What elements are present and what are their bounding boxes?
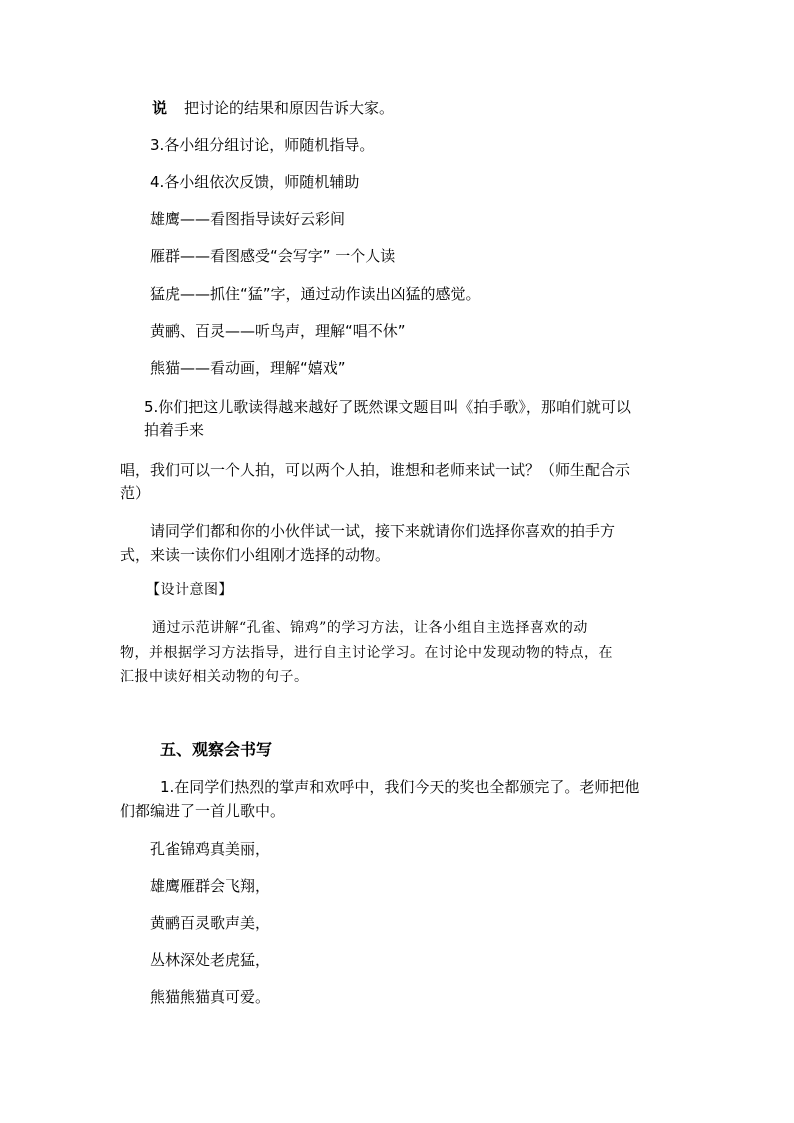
step-3: 3.各小组分组讨论，师随机指导。 — [150, 136, 375, 154]
poem-line: 黄鹂百灵歌声美， — [150, 914, 271, 932]
section-para-line-1: 1.在同学们热烈的掌声和欢呼中，我们今天的奖也全都颁完了。老师把他 — [160, 778, 640, 796]
oriole-line: 黄鹂、百灵——听鸟声，理解“唱不休” — [150, 322, 406, 340]
invite-line-2: 式，来读一读你们小组刚才选择的动物。 — [120, 546, 391, 564]
step-4: 4.各小组依次反馈，师随机辅助 — [150, 173, 360, 191]
section-heading: 五、观察会书写 — [160, 740, 273, 759]
tiger-line: 猛虎——抓住“猛”字，通过动作读出凶猛的感觉。 — [150, 285, 481, 303]
poem-line: 雄鹰雁群会飞翔， — [150, 877, 271, 895]
section-para-line-2: 们都编进了一首儿歌中。 — [120, 802, 286, 820]
design-intent-line-3: 汇报中读好相关动物的句子。 — [120, 669, 309, 685]
step-5-line-2: 拍着手来 — [144, 421, 205, 439]
poem-line: 孔雀锦鸡真美丽， — [150, 840, 271, 858]
poem-line: 丛林深处老虎猛， — [150, 951, 271, 969]
shuo-text: 把讨论的结果和原因告诉大家。 — [184, 99, 395, 117]
step-5-line-1: 5.你们把这儿歌读得越来越好了既然课文题目叫《拍手歌》，那咱们就可以 — [144, 398, 631, 416]
sing-line-1: 唱，我们可以一个人拍，可以两个人拍，谁想和老师来试一试？（师生配合示 — [120, 461, 631, 479]
invite-line-1: 请同学们都和你的小伙伴试一试，接下来就请你们选择你喜欢的拍手方 — [150, 522, 616, 540]
poem-line: 熊猫熊猫真可爱。 — [150, 988, 271, 1006]
shuo-label: 说 — [152, 99, 168, 117]
sing-line-2: 范） — [120, 484, 151, 502]
eagle-line: 雄鹰——看图指导读好云彩间 — [150, 210, 346, 228]
design-intent-line-2: 物，并根据学习方法指导，进行自主讨论学习。在讨论中发现动物的特点，在 — [120, 645, 613, 661]
panda-line: 熊猫——看动画，理解“嬉戏” — [150, 359, 346, 377]
design-intent-line-1: 通过示范讲解“孔雀、锦鸡”的学习方法，让各小组自主选择喜欢的动 — [152, 620, 588, 636]
design-intent-label: 【设计意图】 — [146, 582, 233, 598]
geese-line: 雁群——看图感受“会写字” 一个人读 — [150, 247, 396, 265]
